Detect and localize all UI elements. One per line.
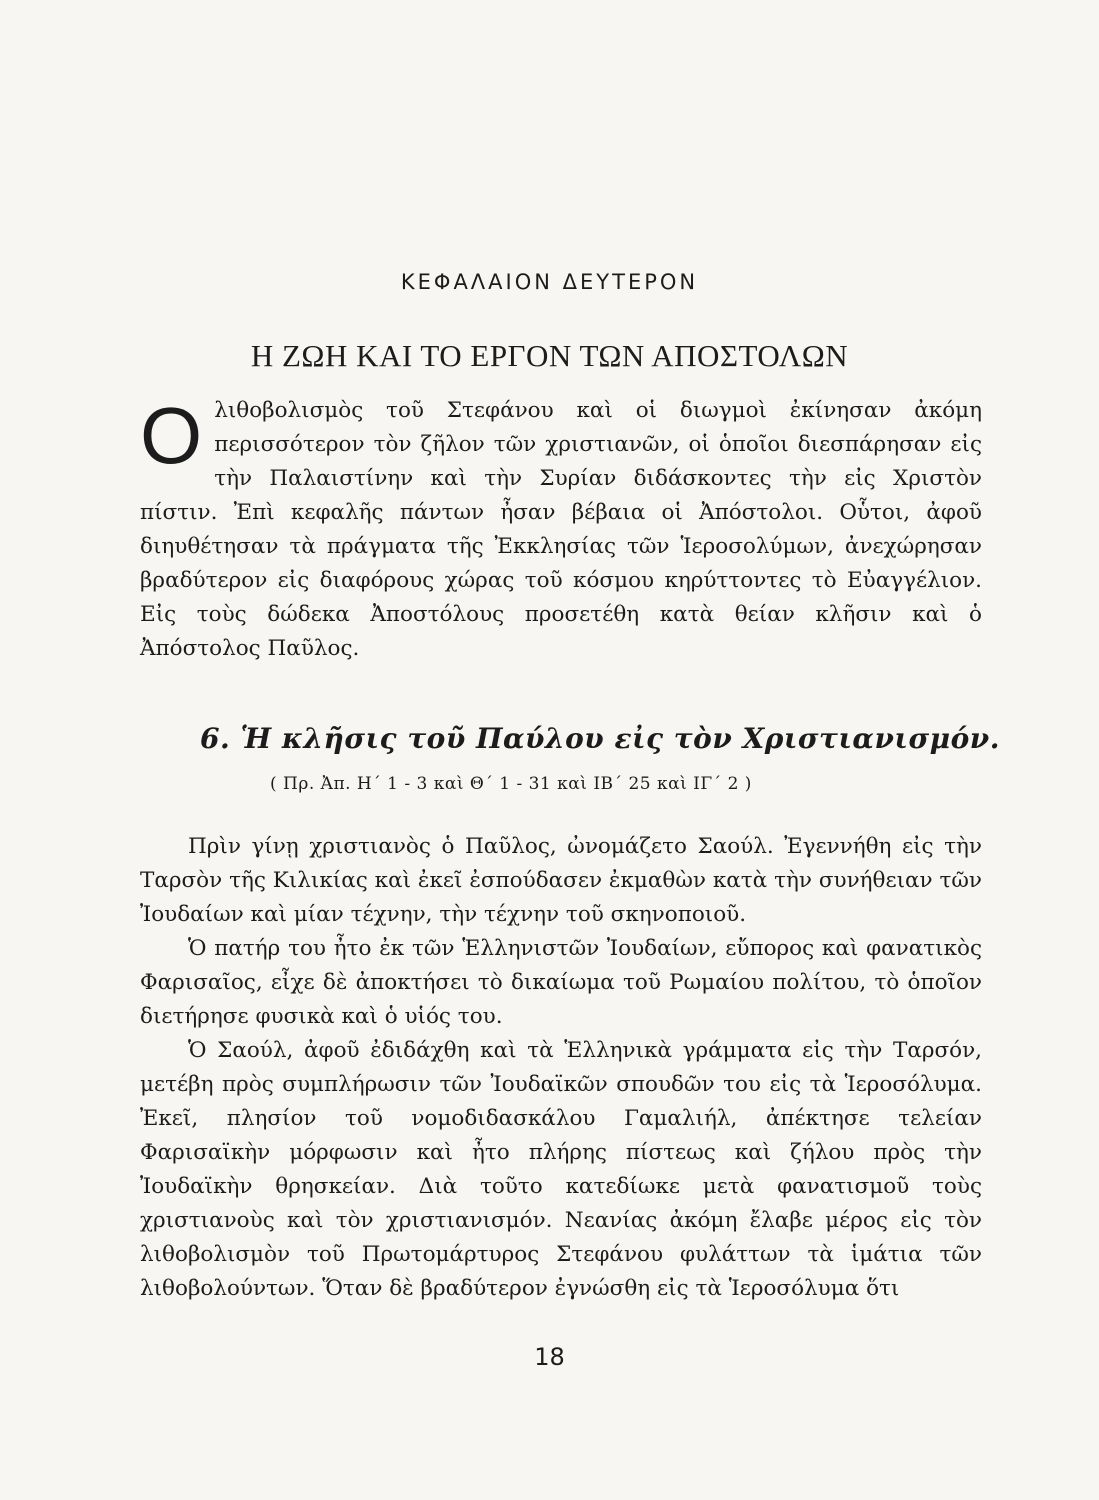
section-body (140, 830, 982, 1306)
intro-text: λιθοβολισμὸς τοῦ Στεφάνου καὶ οἱ διωγμοὶ ἐκίνησαν ἀκόμη περισσότερον τὸν ζῆλον τῶν χριστιανῶν, οἱ ὁποῖοι διεσπάρησαν εἰς τὴν Παλαιστίνην καὶ τὴν Συρίαν διδάσκοντες τὴν εἰς Χριστὸν πίστιν. Ἐπὶ κεφαλῆς πάντων ἦσαν βέβαια οἱ Ἀπόστολοι. Οὗτοι, ἀφοῦ διηυθέτησαν τὰ πράγματα τῆς Ἐκκλησίας τῶν Ἱεροσολύμων, ἀνεχώρησαν βραδύτερον εἰς διαφόρους χώρας τοῦ κόσμου κηρύττοντες τὸ Εὐαγγέλιον. Εἰς τοὺς δώδεκα Ἀποστόλους προσετέθη κατὰ θείαν κλῆσιν καὶ ὁ Ἀπόστολος Παῦλος. (140, 398, 982, 661)
drop-cap: Ο (140, 391, 203, 480)
section-heading: 6. Ἡ κλῆσις τοῦ Παύλου εἰς τὸν Χριστιανισμόν. (200, 722, 1000, 755)
scripture-reference: ( Πρ. Ἀπ. Η΄ 1 - 3 καὶ Θ΄ 1 - 31 καὶ ΙΒ΄ 25 καὶ ΙΓ΄ 2 ) (270, 774, 752, 794)
chapter-title: Η ΖΩΗ ΚΑΙ ΤΟ ΕΡΓΟΝ ΤΩΝ ΑΠΟΣΤΟΛΩΝ (250, 338, 849, 373)
page-number: 18 (534, 1343, 565, 1371)
body-paragraph-2: Ὁ πατήρ του ἦτο ἐκ τῶν Ἑλληνιστῶν Ἰουδαίων, εὔπορος καὶ φανατικὸς Φαρισαῖος, εἶχε δὲ ἀποκτήσει τὸ δικαίωμα τοῦ Ρωμαίου πολίτου, τὸ ὁποῖον διετήρησε φυσικὰ καὶ ὁ υἱός του. (140, 936, 982, 1029)
intro-paragraph (140, 391, 982, 666)
body-paragraph-1: Πρὶν γίνῃ χριστιανὸς ὁ Παῦλος, ὠνομάζετο Σαούλ. Ἐγεννήθη εἰς τὴν Ταρσὸν τῆς Κιλικίας καὶ ἐκεῖ ἐσπούδασεν ἐκμαθὼν κατὰ τὴν συνήθειαν τῶν Ἰουδαίων καὶ μίαν τέχνην, τὴν τέχνην τοῦ σκηνοποιοῦ. (140, 834, 982, 927)
body-paragraph-3: Ὁ Σαούλ, ἀφοῦ ἐδιδάχθη καὶ τὰ Ἑλληνικὰ γράμματα εἰς τὴν Ταρσόν, μετέβη πρὸς συμπλήρωσιν τῶν Ἰουδαϊκῶν σπουδῶν του εἰς τὰ Ἱεροσόλυμα. Ἐκεῖ, πλησίον τοῦ νομοδιδασκάλου Γαμαλιήλ, ἀπέκτησε τελείαν Φαρισαϊκὴν μόρφωσιν καὶ ἦτο πλήρης πίστεως καὶ ζήλου πρὸς τὴν Ἰουδαϊκὴν θρησκείαν. Διὰ τοῦτο κατεδίωκε μετὰ φανατισμοῦ τοὺς χριστιανοὺς καὶ τὸν χριστιανισμόν. Νεανίας ἀκόμη ἔλαβε μέρος εἰς τὸν λιθοβολισμὸν τοῦ Πρωτομάρτυρος Στεφάνου φυλάττων τὰ ἱμάτια τῶν λιθοβολούντων. Ὅταν δὲ βραδύτερον ἐγνώσθη εἰς τὰ Ἱεροσόλυμα ὅτι (140, 1038, 982, 1301)
chapter-label: ΚΕΦΑΛΑΙΟΝ ΔΕΥΤΕΡΟΝ (400, 270, 699, 294)
